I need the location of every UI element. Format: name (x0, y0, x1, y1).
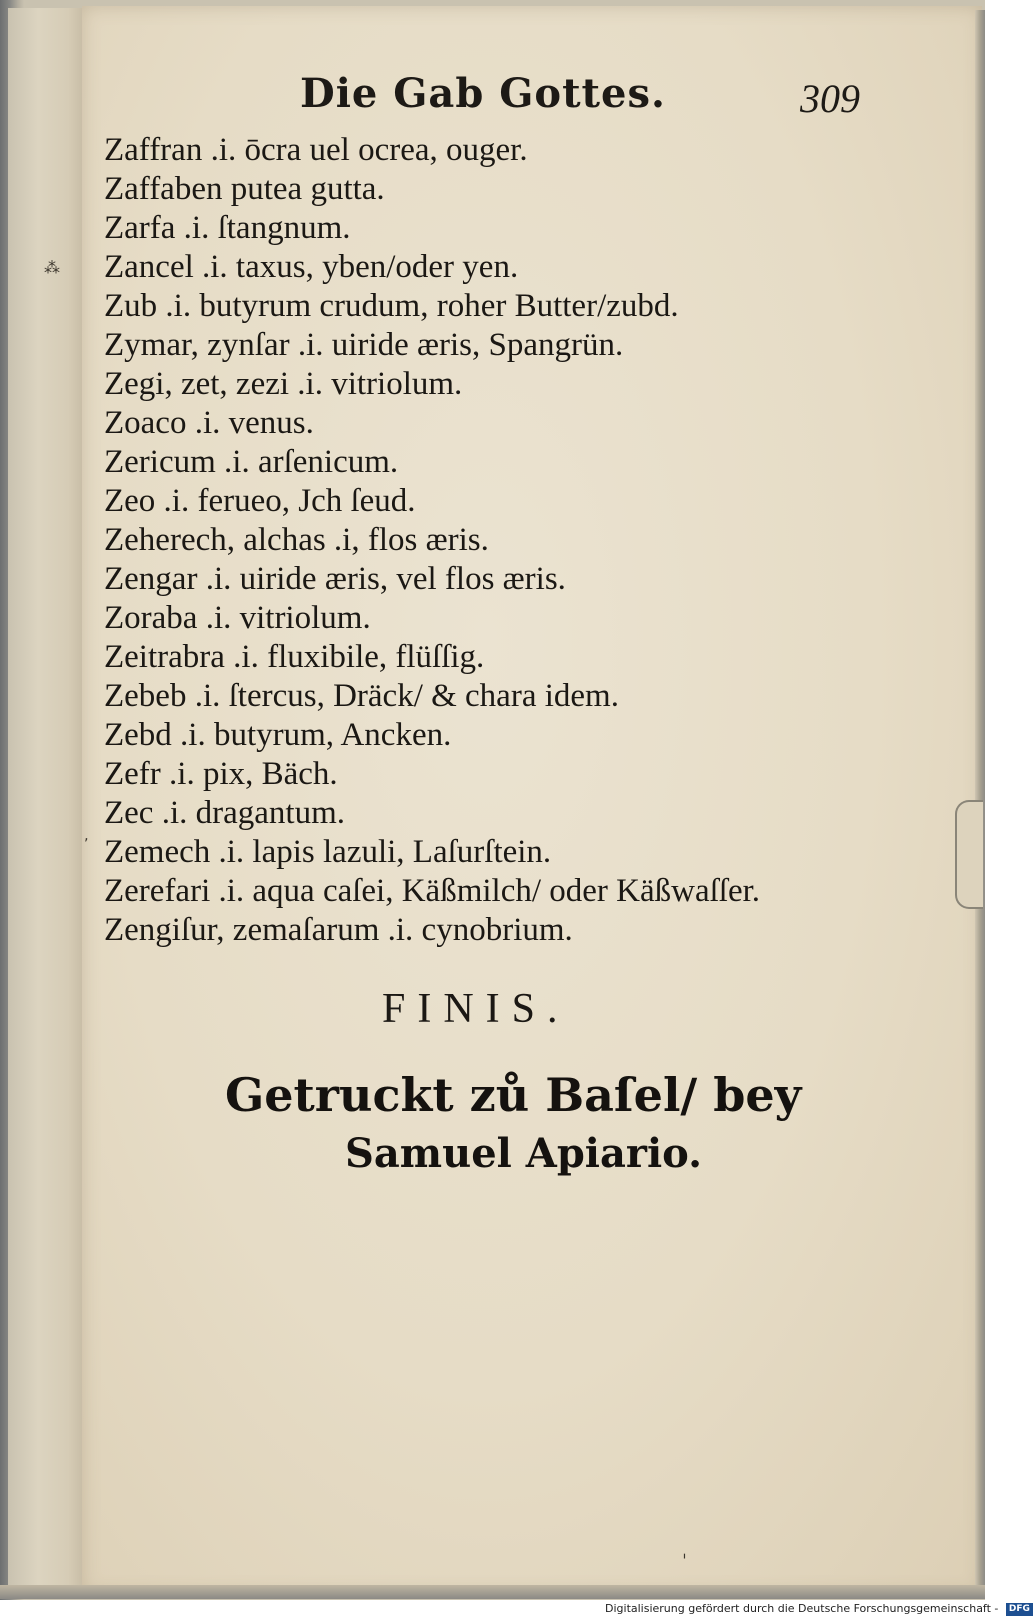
glossary-entry: Zeitrabra .i. fluxibile, flüſſig. (104, 639, 485, 675)
glossary-entry: Zerefari .i. aqua caſei, Käßmilch/ oder Käßwaſſer. (104, 873, 761, 909)
digitization-credit (605, 1601, 1033, 1617)
page-bottom-edge (0, 1585, 985, 1599)
glossary-entry: Zeo .i. ferueo, Jch ſeud. (104, 483, 416, 519)
colophon-line-1: Getruckt zů Baſel/ bey (225, 1068, 802, 1122)
glossary-entry: Zaffran .i. ōcra uel ocrea, ouger. (104, 132, 528, 168)
glossary-entry: Zub .i. butyrum crudum, roher Butter/zubd. (104, 288, 679, 324)
glossary-entry: Zengar .i. uiride æris, vel flos æris. (104, 561, 566, 597)
dfg-logo: DFG (1006, 1603, 1033, 1616)
digitization-credit-text: Digitalisierung gefördert durch die Deutsche Forschungsgemeinschaft - (605, 1602, 999, 1615)
glossary-entry: Zebd .i. butyrum, Ancken. (104, 717, 452, 753)
gutter-binding (8, 8, 84, 1588)
glossary-entry: Zec .i. dragantum. (104, 795, 345, 831)
page-tab-clip (955, 800, 983, 909)
gutter-speck-mark: ⁂ (44, 258, 60, 277)
glossary-entry: Zeherech, alchas .i, flos æris. (104, 522, 489, 558)
glossary-entry: Zegi, zet, zezi .i. vitriolum. (104, 366, 463, 402)
running-title: Die Gab Gottes. (300, 70, 666, 117)
page-number: 309 (800, 76, 860, 121)
glossary-entry: Zengiſur, zemaſarum .i. cynobrium. (104, 912, 573, 948)
glossary-entry-list (104, 131, 760, 950)
gutter-tick-mark: ‚ (84, 828, 89, 844)
colophon-line-2: Samuel Apiario. (345, 1130, 703, 1177)
bottom-tick-mark: ˌ (682, 1540, 687, 1561)
glossary-entry: Zericum .i. arſenicum. (104, 444, 399, 480)
glossary-entry: Zoaco .i. venus. (104, 405, 314, 441)
finis-heading: FINIS. (382, 986, 570, 1032)
glossary-entry: Zefr .i. pix, Bäch. (104, 756, 338, 792)
glossary-entry: Zaffaben putea gutta. (104, 171, 385, 207)
glossary-entry: Zancel .i. taxus, yben/oder yen. (104, 249, 519, 285)
glossary-entry: Zemech .i. lapis lazuli, Laſurſtein. (104, 834, 552, 870)
glossary-entry: Zarfa .i. ſtangnum. (104, 210, 351, 246)
glossary-entry: Zebeb .i. ſtercus, Dräck/ & chara idem. (104, 678, 619, 714)
glossary-entry: Zoraba .i. vitriolum. (104, 600, 371, 636)
glossary-entry: Zymar, zynſar .i. uiride æris, Spangrün. (104, 327, 624, 363)
